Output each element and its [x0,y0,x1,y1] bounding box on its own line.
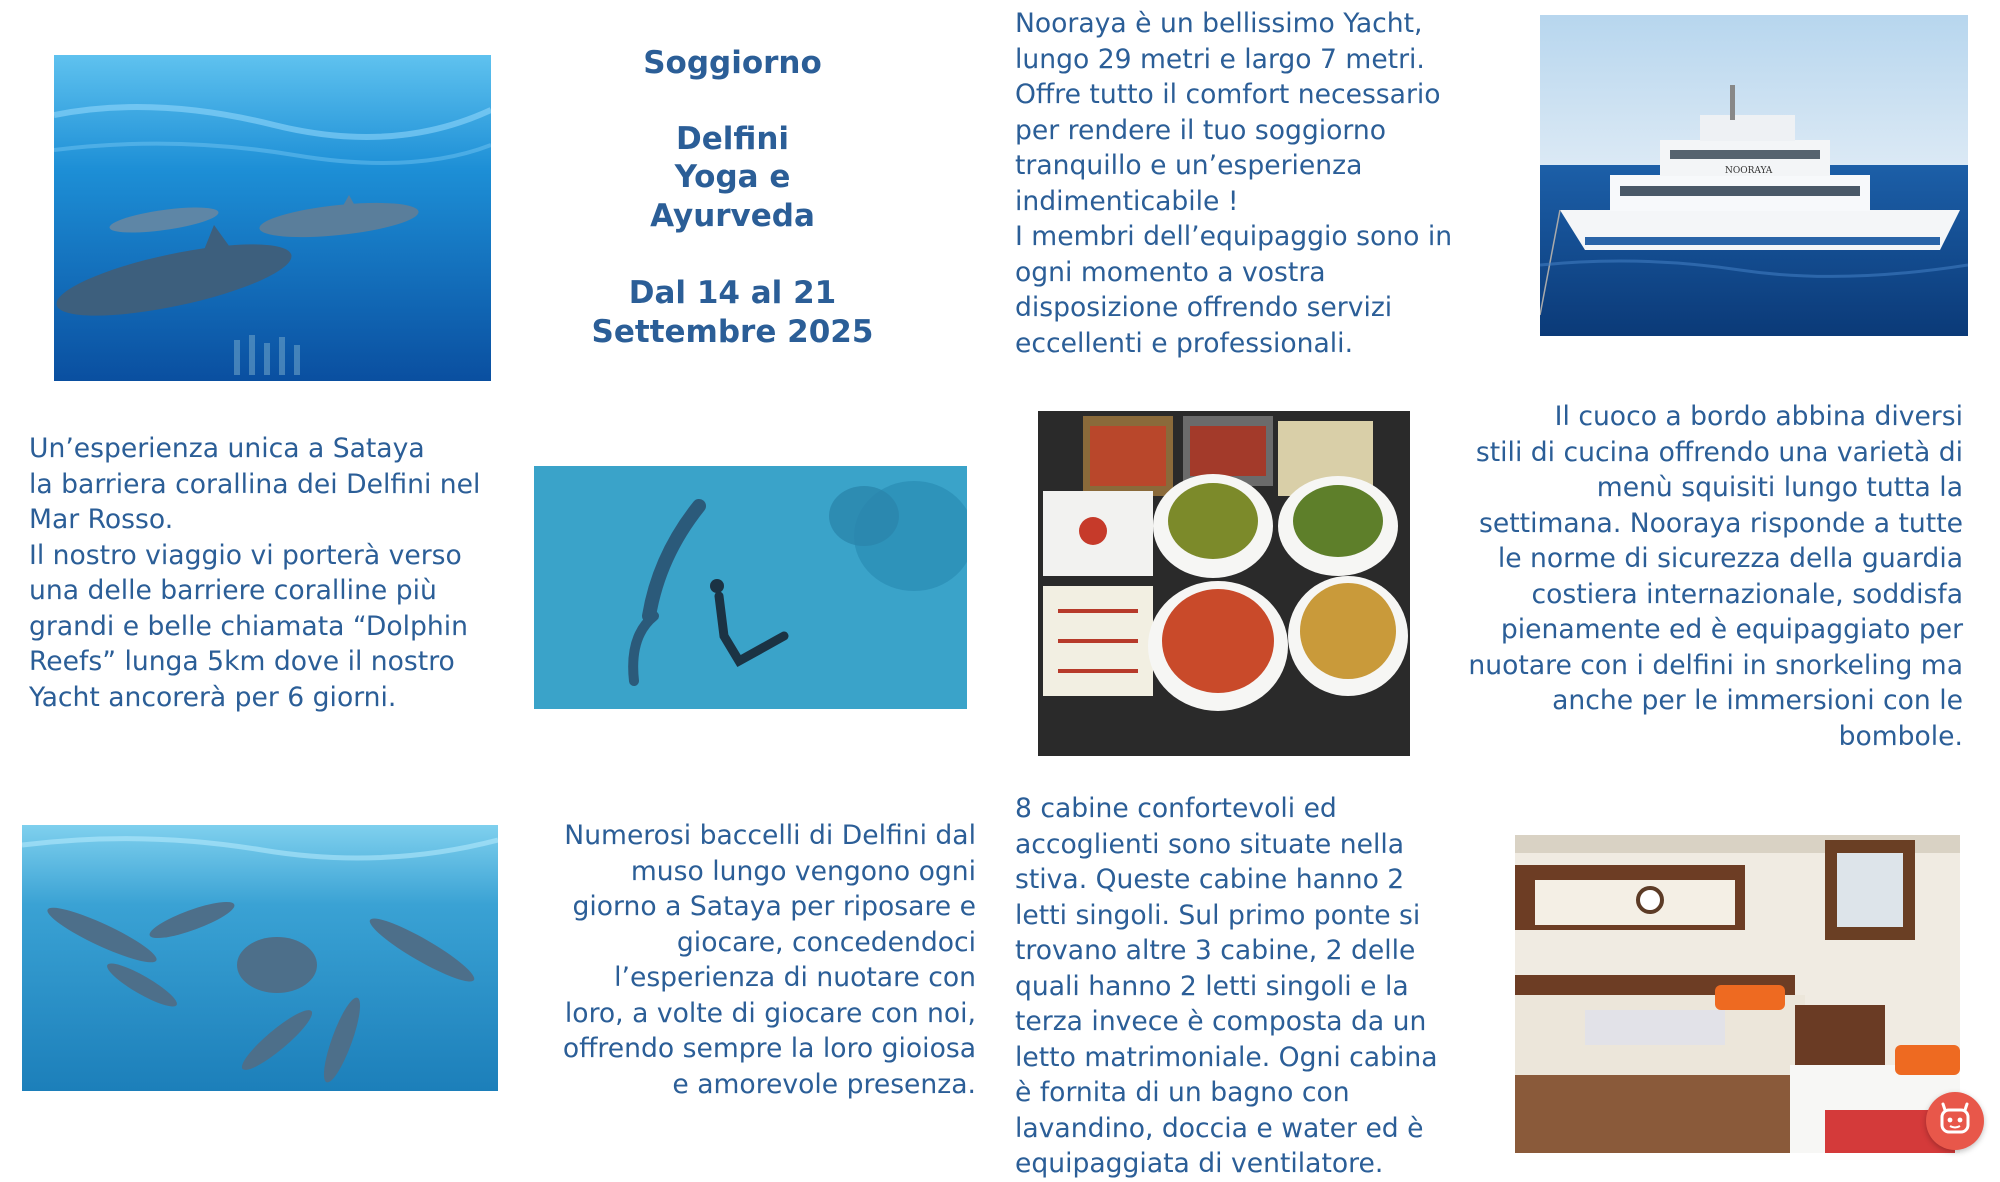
dolphins-underwater-photo [54,55,491,381]
yacht-description: Nooraya è un bellissimo Yacht, lungo 29 metri e largo 7 metri. Offre tutto il comfort necessario per rendere il tuo soggiorno tranquillo e un’esperienza indimenticabile ! I membri dell’equipaggio sono in ogni momento a vostra disposizione offrendo servizi eccellenti e professionali. [1015,8,1453,359]
yacht-photo [1540,15,1968,336]
title-line-3: Dal 14 al 21 Settembre 2025 [591,275,874,350]
dolphins-pod-photo [22,825,498,1091]
yacht-name-label: NOORAYA [1725,166,1773,176]
cook-description: Il cuoco a bordo abbina diversi stili di cucina offrendo una varietà di menù squisiti lungo tutta la settimana. Nooraya risponde a tutte le norme di sicurezza della guardia costiera internazionale, soddisfa pienamente ed è equipaggiato per nuotare con i delfini in snorkeling ma anche per le immersioni con le bombole. [1468,401,1963,752]
cabins-description: 8 cabine confortevoli ed accoglienti sono situate nella stiva. Queste cabine hanno 2 letti singoli. Sul primo ponte si trovano altre 3 cabine, 2 delle quali hanno 2 letti singoli e la terza invece è composta da un letto matrimoniale. Ogni cabina è fornita di un bagno con lavandino, doccia e water ed è equipaggiata di ventilatore. [1015,793,1438,1179]
assistant-widget-button[interactable] [1926,1092,1984,1150]
sataya-description: Un’esperienza unica a Sataya la barriera corallina dei Delfini nel Mar Rosso. Il nostro viaggio vi porterà verso una delle barriere coralline più grandi e belle chiamata “Dolphin Reefs” lunga 5km dove il nostro Yacht ancorerà per 6 giorni. [29,433,481,713]
cabin-photo [1515,835,1960,1153]
title-line-1: Soggiorno [643,45,822,81]
food-buffet-photo [1038,411,1410,756]
title-line-2: Delfini Yoga e Ayurveda [650,120,815,234]
diver-with-dolphins-photo [534,466,967,709]
title-block [560,44,905,351]
dolphin-pods-description: Numerosi baccelli di Delfini dal muso lungo vengono ogni giorno a Sataya per riposare e giocare, concedendoci l’esperienza di nuotare con loro, a volte di giocare con noi, offrendo sempre la loro gioiosa e amorevole presenza. [562,820,976,1100]
assistant-face-icon [1926,1092,1984,1150]
